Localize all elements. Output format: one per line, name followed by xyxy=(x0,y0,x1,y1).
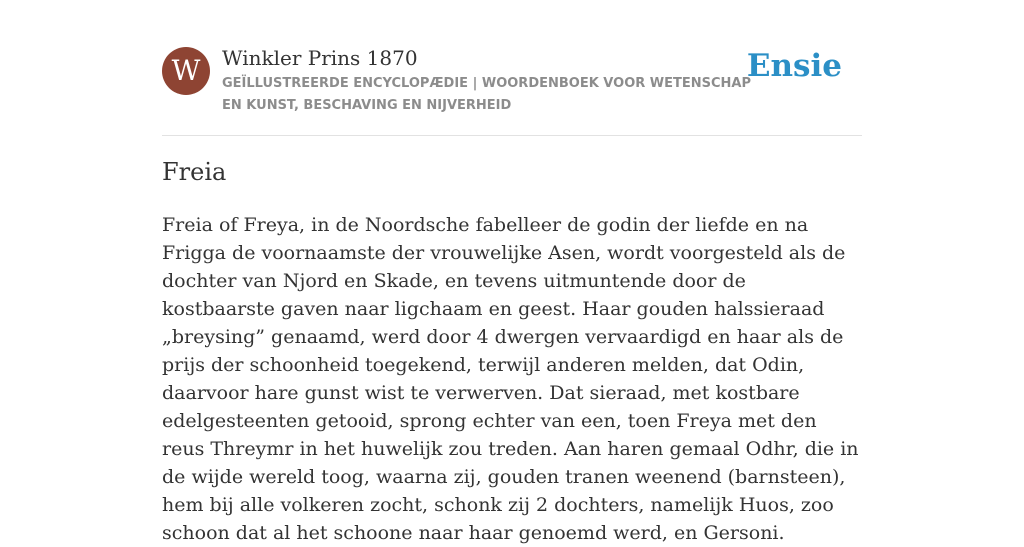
brand-logo-link[interactable]: Ensie xyxy=(746,48,842,84)
source-subtitle: GEÏLLUSTREERDE ENCYCLOPÆDIE | WOORDENBOEK VOOR WETENSCHAP EN KUNST, BESCHAVING EN NIJVERHEID xyxy=(222,76,751,113)
entry-body: Freia of Freya, in de Noordsche fabelleer de godin der liefde en na Frigga de voornaamste der vrouwelijke Asen, wordt voorgesteld als de dochter van Njord en Skade, en tevens uitmuntende door de kostbaarste gaven naar ligchaam en geest. Haar gouden halssieraad „breysing” genaamd, werd door 4 dwergen vervaardigd en haar als de prijs der schoonheid toegekend, terwijl anderen melden, dat Odin, daarvoor hare gunst wist te verwerven. Dat sieraad, met kostbare edelgesteenten getooid, sprong echter van een, toen Freya met den reus Threymr in het huwelijk zou treden. Aan haren gemaal Odhr, die in de wijde wereld toog, waarna zij, gouden tranen weenend (barnsteen), hem bij alle volkeren zocht, schonk zij 2 dochters, namelijk Huos, zoo schoon dat al het schoone naar haar genoemd werd, en Gersoni. xyxy=(162,214,859,544)
header-divider xyxy=(162,135,862,136)
source-avatar[interactable]: W xyxy=(162,47,210,95)
source-title[interactable]: Winkler Prins 1870 xyxy=(222,46,418,70)
source-header xyxy=(162,44,862,136)
entry-title: Freia xyxy=(162,158,227,186)
